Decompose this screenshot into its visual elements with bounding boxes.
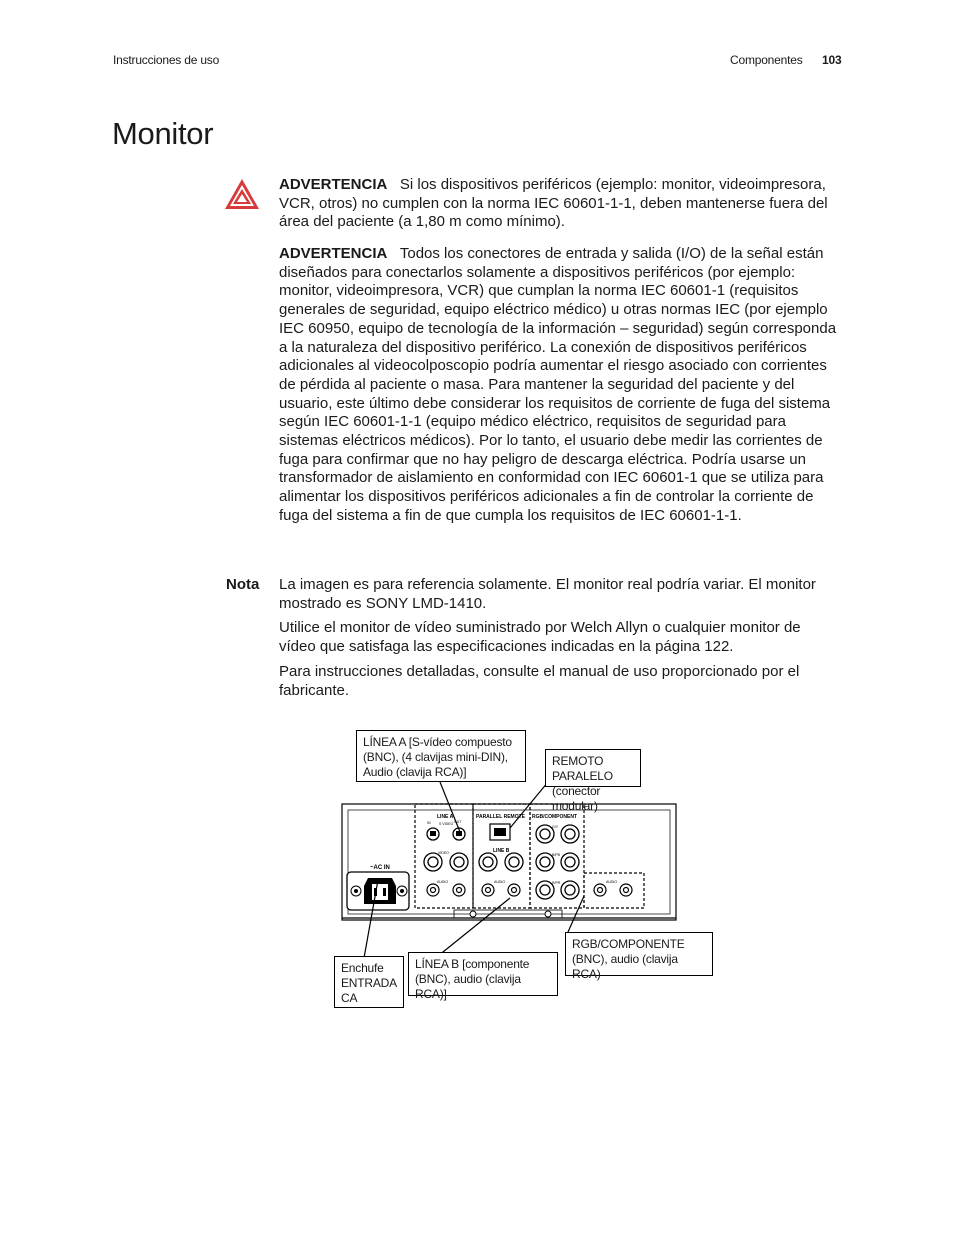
warning-1-text: Si los dispositivos periféricos (ejemplo: monitor, videoimpresora, VCR, otros) no cumplen con la norma IEC 60601-1-1, deben mantenerse fuera del área del paciente (a 1,80 m como mínimo). xyxy=(279,176,828,231)
warning-2 xyxy=(279,245,841,526)
note-label: Nota xyxy=(226,576,260,593)
line-a-out-caption: OUT xyxy=(454,820,462,824)
line-a-audio-caption: AUDIO xyxy=(437,880,449,884)
callout-parallel-remote: REMOTO PARALELO (conector modular) xyxy=(545,749,641,787)
line-b-audio-caption: AUDIO xyxy=(494,880,506,884)
warning-1 xyxy=(279,176,841,232)
line-b-panel-label: LINE B xyxy=(493,848,510,854)
line-a-in-caption: IN xyxy=(427,821,431,825)
rgb-component-panel-label: RGB/COMPONENT xyxy=(532,814,577,820)
warning-2-text: Todos los conectores de entrada y salida (I/O) de la señal están diseñados para conectarlos solamente a dispositivos periféricos (por ejemplo: monitor, videoimpresora, VCR) que cumplan la norma IEC 60601-1 (requisitos generales de seguridad, equipo eléctrico médico) u otras normas IEC (por ejemplo IEC 60950, equipo de tecnología de la información – seguridad) según corresponda a la naturaleza del dispositivo periférico. La conexión de dispositivos periféricos adicionales al videocolposcopio podría aumentar el riesgo asociado con corrientes de pérdida al paciente o masa. Para mantener la seguridad del paciente y del usuario, este último debe considerar los requisitos de corriente de fuga del sistema según IEC 60601-1-1 (equipo médico eléctrico, requisitos de seguridad para sistemas eléctricos médicos). Por lo tanto, el usuario debe medir las corrientes de fuga para confirmar que no hay peligro de descarga eléctrica. Podría usarse un transformador de aislamiento en conformidad con IEC 60601-1 que se utiliza para alimentar los dispositivos periféricos adicionales a fin de controlar la corriente de fuga del sistema a fin de que cumpla los requisitos de IEC 60601-1-1. xyxy=(279,245,837,524)
callout-line-b: LÍNEA B [componente (BNC), audio (clavija RCA)] xyxy=(408,952,558,996)
hazard-triangle-icon xyxy=(224,178,260,210)
note-paragraph-1: La imagen es para referencia solamente. El monitor real podría variar. El monitor mostrado es SONY LMD-1410. xyxy=(279,576,816,612)
monitor-rear-panel-diagram xyxy=(330,728,716,1010)
parallel-remote-panel-label: PARALLEL REMOTE xyxy=(476,814,525,820)
page-title: Monitor xyxy=(112,116,214,151)
line-a-panel-label: LINE A xyxy=(437,814,454,820)
warning-1-label: ADVERTENCIA xyxy=(279,176,388,193)
page-number: 103 xyxy=(822,53,842,67)
callout-rgb-component: RGB/COMPONENTE (BNC), audio (clavija RCA) xyxy=(565,932,713,976)
note-paragraph-3: Para instrucciones detalladas, consulte el manual de uso proporcionado por el fabricante. xyxy=(279,663,800,699)
ac-in-panel-label: ~AC IN xyxy=(370,865,390,871)
s-video-panel-label: S VIDEO xyxy=(439,822,454,826)
b-pb-caption: B/PB xyxy=(552,853,560,857)
g-y-caption: G/Y xyxy=(552,825,559,829)
callout-line-a: LÍNEA A [S-vídeo compuesto (BNC), (4 clavijas mini-DIN), Audio (clavija RCA)] xyxy=(356,730,526,782)
callout-ac-in: Enchufe ENTRADA CA xyxy=(334,956,404,1008)
rgb-audio-caption: AUDIO xyxy=(606,880,618,884)
warning-2-label: ADVERTENCIA xyxy=(279,245,388,262)
video-caption: VIDEO xyxy=(438,851,449,855)
header-manual-title: Instrucciones de uso xyxy=(113,53,220,67)
header-section: Componentes xyxy=(730,53,803,67)
note-paragraph-2: Utilice el monitor de vídeo suministrado por Welch Allyn o cualquier monitor de vídeo que satisfaga las especificaciones indicadas en la página 122. xyxy=(279,619,801,655)
r-pr-caption: R/PR xyxy=(552,881,561,885)
